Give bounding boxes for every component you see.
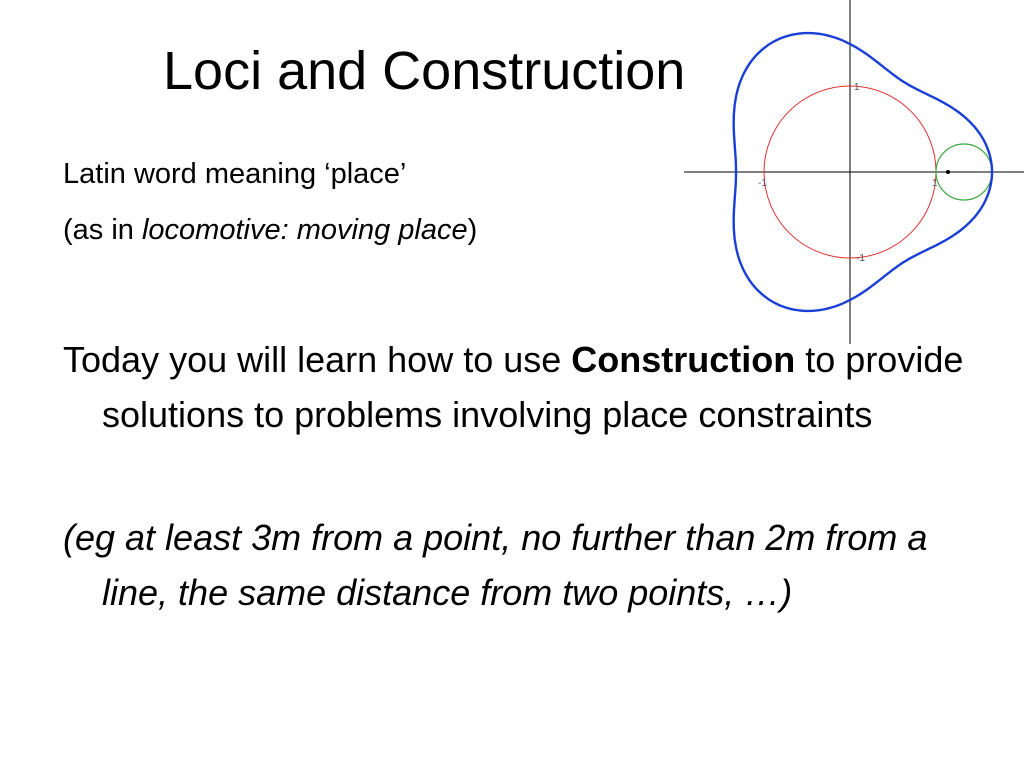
definition-line: Latin word meaning ‘place’ <box>63 158 407 190</box>
objective-bold: Construction <box>571 339 796 380</box>
objective-prefix: Today you will learn how to use <box>63 339 572 380</box>
tick-label-bottom: -1 <box>856 253 865 264</box>
objective-paragraph <box>63 332 1002 442</box>
example-italic: locomotive: moving place <box>141 214 468 246</box>
examples-paragraph: (eg at least 3m from a point, no further than 2m from a line, the same distance from two points, …) <box>63 517 928 613</box>
example-suffix: ) <box>467 214 478 246</box>
tick-label-top: 1 <box>854 82 860 93</box>
objective-suffix: to provide solutions to problems involving place constraints <box>102 339 964 435</box>
tick-label-right: 1 <box>932 178 938 189</box>
tick-label-left: -1 <box>758 178 767 189</box>
slide-title: Loci and Construction <box>163 41 686 101</box>
locus-graph <box>680 0 1024 344</box>
example-line <box>63 212 477 248</box>
example-prefix: (as in <box>63 214 142 246</box>
fixed-point <box>946 170 950 174</box>
